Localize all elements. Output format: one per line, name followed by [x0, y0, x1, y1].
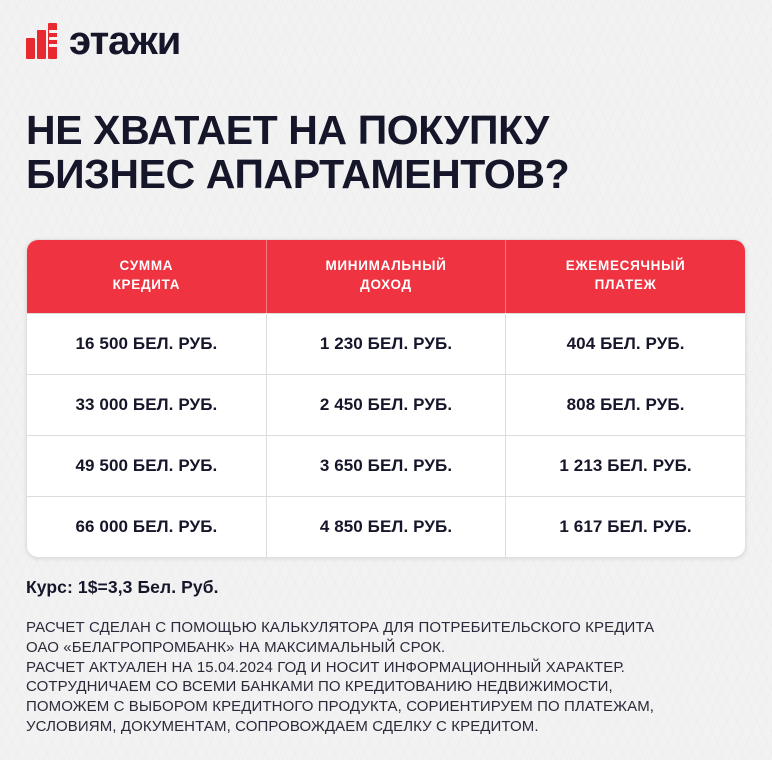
column-header-income-line-2: ДОХОД — [360, 277, 412, 293]
cell-payment: 404 БЕЛ. РУБ. — [506, 313, 745, 374]
etazhi-bars-logo-icon — [26, 23, 60, 59]
table-row — [27, 435, 745, 496]
page-title-line-2: БИЗНЕС АПАРТАМЕНТОВ? — [26, 151, 570, 198]
page-title-line-1: НЕ ХВАТАЕТ НА ПОКУПКУ — [26, 107, 549, 153]
cell-amount: 33 000 БЕЛ. РУБ. — [27, 374, 266, 435]
cell-income: 1 230 БЕЛ. РУБ. — [266, 313, 505, 374]
column-header-income — [266, 240, 505, 314]
column-header-income-line-1: МИНИМАЛЬНЫЙ — [325, 257, 447, 273]
cell-amount: 66 000 БЕЛ. РУБ. — [27, 496, 266, 557]
table-header-row — [27, 240, 745, 314]
cell-income: 4 850 БЕЛ. РУБ. — [266, 496, 505, 557]
disclaimer-line-4: СОТРУДНИЧАЕМ СО ВСЕМИ БАНКАМИ ПО КРЕДИТОВАНИЮ НЕДВИЖИМОСТИ, — [26, 678, 613, 696]
table-row — [27, 374, 745, 435]
disclaimer-line-5: ПОМОЖЕМ С ВЫБОРОМ КРЕДИТНОГО ПРОДУКТА, СОРИЕНТИРУЕМ ПО ПЛАТЕЖАМ, — [26, 698, 655, 716]
page-title — [26, 108, 746, 197]
brand-header — [26, 0, 746, 70]
credit-table — [26, 239, 746, 558]
disclaimer-line-1: РАСЧЕТ СДЕЛАН С ПОМОЩЬЮ КАЛЬКУЛЯТОРА ДЛЯ ПОТРЕБИТЕЛЬСКОГО КРЕДИТА — [26, 618, 655, 636]
disclaimer-text — [26, 618, 746, 738]
brand-name: этажи — [69, 19, 181, 63]
column-header-payment-line-1: ЕЖЕМЕСЯЧНЫЙ — [565, 257, 686, 273]
cell-income: 3 650 БЕЛ. РУБ. — [266, 435, 505, 496]
disclaimer-line-3: РАСЧЕТ АКТУАЛЕН НА 15.04.2024 ГОД И НОСИТ ИНФОРМАЦИОННЫЙ ХАРАКТЕР. — [26, 658, 625, 676]
cell-income: 2 450 БЕЛ. РУБ. — [266, 374, 505, 435]
cell-amount: 49 500 БЕЛ. РУБ. — [27, 435, 266, 496]
exchange-rate-note: Курс: 1$=3,3 Бел. Руб. — [26, 576, 219, 597]
column-header-amount-line-1: СУММА — [119, 257, 174, 273]
table-row — [27, 313, 745, 374]
disclaimer-line-2: ОАО «БЕЛАГРОПРОМБАНК» НА МАКСИМАЛЬНЫЙ СРОК. — [26, 638, 446, 656]
table-row — [27, 496, 745, 557]
cell-payment: 1 617 БЕЛ. РУБ. — [506, 496, 745, 557]
column-header-amount-line-2: КРЕДИТА — [112, 277, 181, 293]
column-header-payment — [506, 240, 745, 314]
cell-payment: 1 213 БЕЛ. РУБ. — [506, 435, 745, 496]
cell-amount: 16 500 БЕЛ. РУБ. — [27, 313, 266, 374]
column-header-payment-line-2: ПЛАТЕЖ — [594, 277, 657, 293]
cell-payment: 808 БЕЛ. РУБ. — [506, 374, 745, 435]
column-header-amount — [27, 240, 266, 314]
disclaimer-line-6: УСЛОВИЯМ, ДОКУМЕНТАМ, СОПРОВОЖДАЕМ СДЕЛКУ С КРЕДИТОМ. — [26, 718, 539, 736]
